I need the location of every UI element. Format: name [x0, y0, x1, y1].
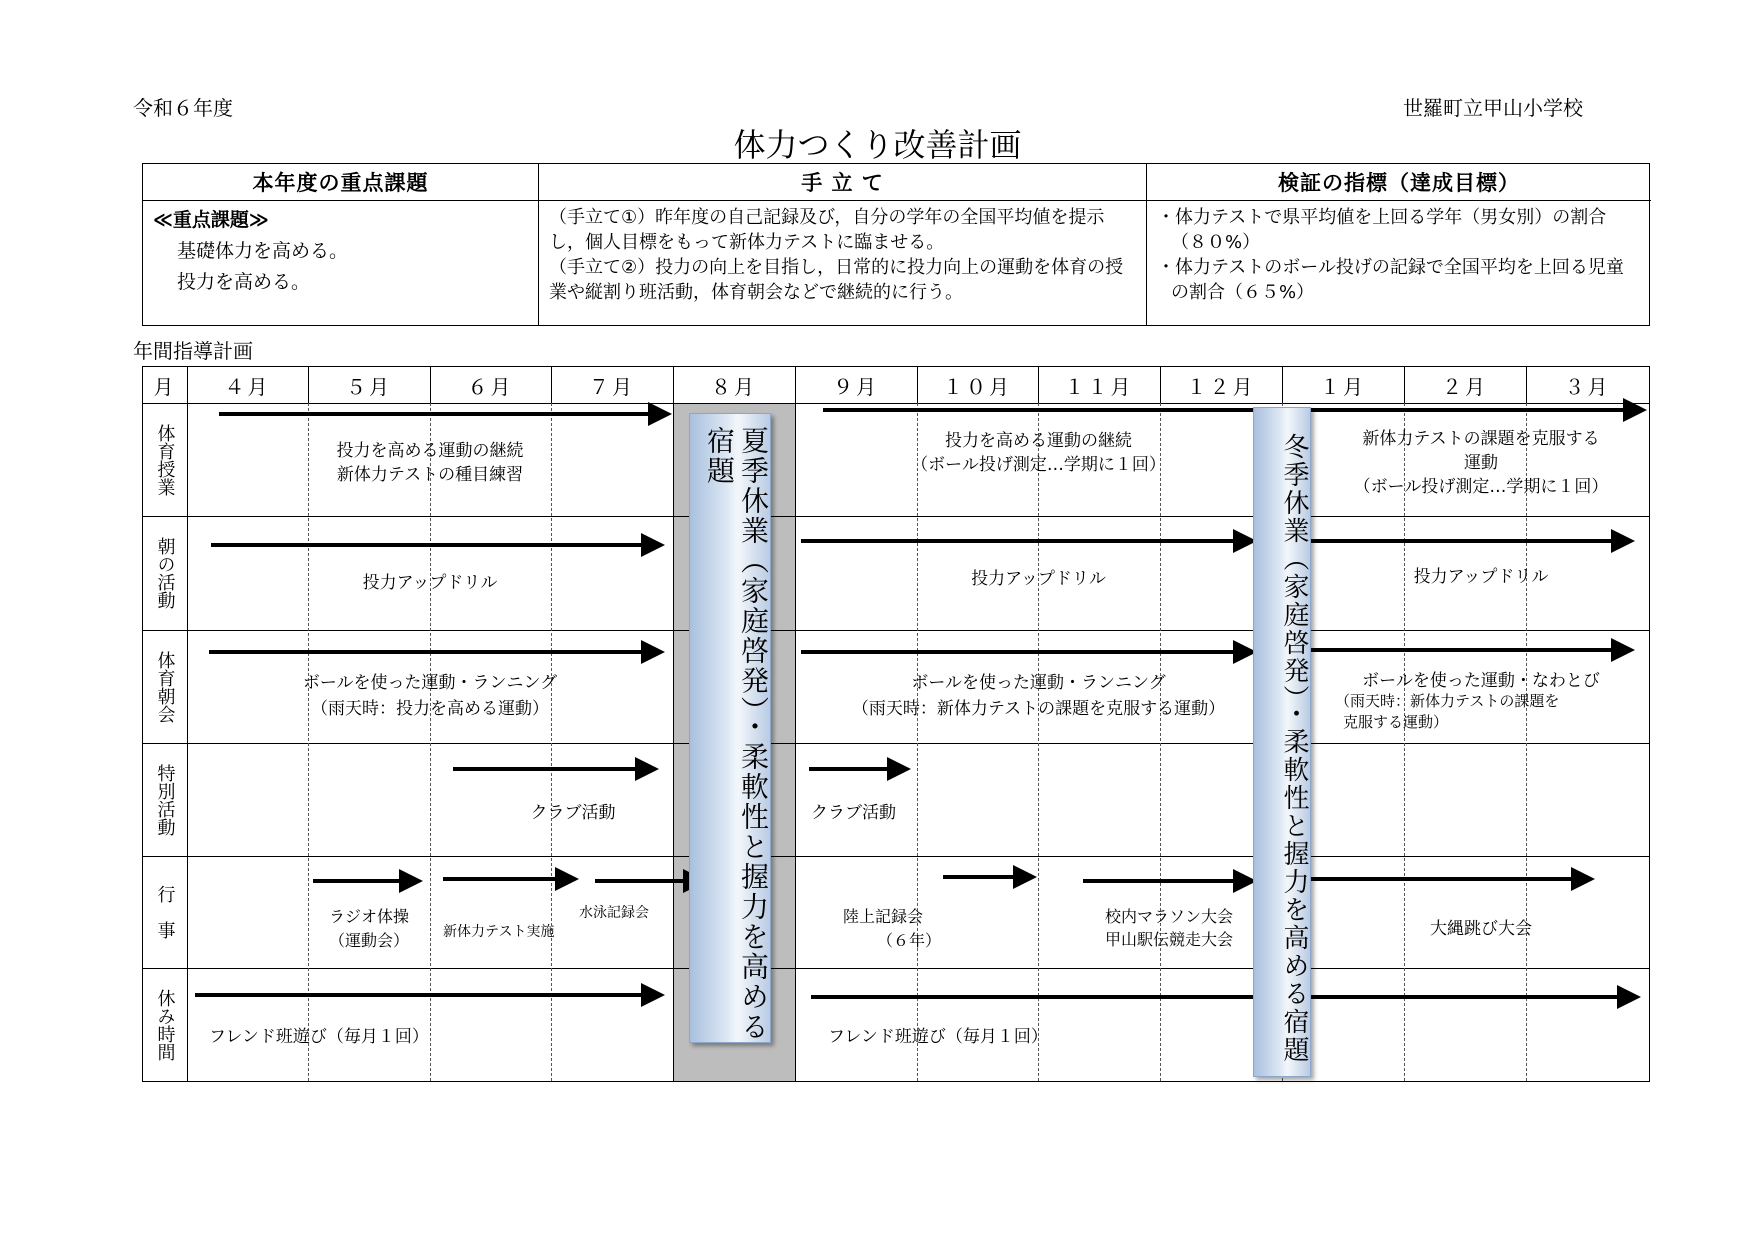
month-header: 月: [153, 374, 177, 399]
row-label-pe-assembly: 体育朝会: [154, 650, 176, 723]
month-oct: １０月: [943, 374, 1012, 399]
focus-column: [143, 164, 539, 325]
row-label-break-time: 休み時間: [154, 988, 176, 1061]
morning-text: 投力アップドリル: [1413, 567, 1549, 587]
assembly-text: ボールを使った運動・ランニング: [911, 673, 1166, 693]
pe-text: （ボール投げ測定…学期に１回）: [911, 455, 1166, 475]
summary-table: [142, 163, 1650, 326]
focus-heading: ≪重点課題≫: [153, 209, 269, 231]
school-name: 世羅町立甲山小学校: [1403, 96, 1583, 120]
event-text: ラジオ体操: [328, 907, 409, 926]
measure-item: （手立て①）昨年度の自己記録及び，自分の学年の全国平均値を提示し，個人目標をもって新体力テストに臨ませる。: [549, 207, 1105, 253]
month-may: ５月: [346, 374, 392, 399]
fiscal-year: 令和６年度: [133, 96, 233, 120]
pe-text: （ボール投げ測定…学期に１回）: [1353, 477, 1609, 497]
pe-text: 投力を高める運動の継続: [336, 441, 524, 461]
event-text: 陸上記録会: [842, 907, 923, 926]
assembly-text: 克服する運動）: [1343, 713, 1449, 731]
assembly-text: （雨天時：新体力テストの課題を: [1335, 692, 1560, 710]
month-apr: ４月: [224, 374, 271, 399]
event-text: 甲山駅伝競走大会: [1104, 930, 1233, 949]
event-text: 新体力テスト実施: [443, 924, 555, 940]
focus-item: 基礎体力を高める。: [177, 240, 349, 262]
break-text: フレンド班遊び（毎月１回）: [828, 1027, 1048, 1047]
page-title: 体力つくり改善計画: [733, 126, 1022, 164]
row-label-special-activities: 特別活動: [154, 763, 176, 836]
month-jun: ６月: [467, 374, 514, 399]
event-text: （運動会）: [328, 931, 409, 950]
measures-column: [539, 164, 1147, 325]
pe-text: 新体力テストの課題を克服する: [1362, 429, 1600, 449]
morning-text: 投力アップドリル: [971, 569, 1106, 589]
event-text: 校内マラソン大会: [1104, 907, 1233, 926]
break-text: フレンド班遊び（毎月１回）: [209, 1027, 429, 1047]
measures-header: 手 立 て: [539, 164, 1146, 201]
event-text: （６年）: [876, 931, 941, 950]
club-text: クラブ活動: [530, 803, 616, 823]
indicators-column: [1147, 164, 1651, 325]
morning-text: 投力アップドリル: [362, 573, 498, 593]
summer-vacation-banner: 夏季休業（家庭啓発）・柔軟性と握力を高める宿題: [689, 413, 771, 1043]
timeline-arrows: [143, 367, 1651, 1083]
pe-text: 新体力テストの種目練習: [336, 465, 524, 485]
event-text: 大縄跳び大会: [1430, 919, 1532, 939]
event-text: 水泳記録会: [579, 905, 649, 921]
focus-item: 投力を高める。: [177, 271, 311, 293]
assembly-text: （雨天時：投力を高める運動）: [311, 699, 549, 719]
month-feb: ２月: [1442, 374, 1488, 399]
month-jan: １月: [1320, 374, 1366, 399]
plan-label: 年間指導計画: [133, 339, 253, 363]
indicators-header: 検証の指標（達成目標）: [1147, 164, 1651, 201]
row-label-morning: 朝の活動: [154, 537, 176, 609]
month-dec: １２月: [1186, 374, 1256, 399]
month-mar: ３月: [1564, 374, 1611, 399]
winter-vacation-banner: 冬季休業（家庭啓発）・柔軟性と握力を高める宿題: [1253, 407, 1311, 1077]
assembly-text: ボールを使った運動・なわとび: [1362, 671, 1600, 691]
pe-text: 投力を高める運動の継続: [945, 431, 1132, 451]
row-label-pe-class: 体育授業: [154, 423, 176, 496]
pe-text: 運動: [1464, 453, 1498, 473]
measure-item: （手立て②）投力の向上を目指し，日常的に投力向上の運動を体育の授業や縦割り班活動，体育朝会などで継続的に行う。: [549, 257, 1124, 303]
indicator-item: ・体力テストのボール投げの記録で全国平均を上回る児童の割合（６５%）: [1157, 257, 1624, 303]
month-aug: ８月: [711, 374, 757, 399]
month-jul: ７月: [589, 374, 635, 399]
club-text: クラブ活動: [811, 803, 896, 823]
indicator-item: ・体力テストで県平均値を上回る学年（男女別）の割合（８０%）: [1157, 207, 1607, 253]
focus-header: 本年度の重点課題: [143, 164, 538, 201]
annual-plan-grid: [142, 366, 1650, 1082]
row-label-events: 行 事: [154, 885, 176, 939]
month-sep: ９月: [833, 374, 879, 399]
assembly-text: ボールを使った運動・ランニング: [302, 673, 558, 693]
assembly-text: （雨天時：新体力テストの課題を克服する運動）: [851, 699, 1226, 719]
month-nov: １１月: [1064, 374, 1134, 399]
